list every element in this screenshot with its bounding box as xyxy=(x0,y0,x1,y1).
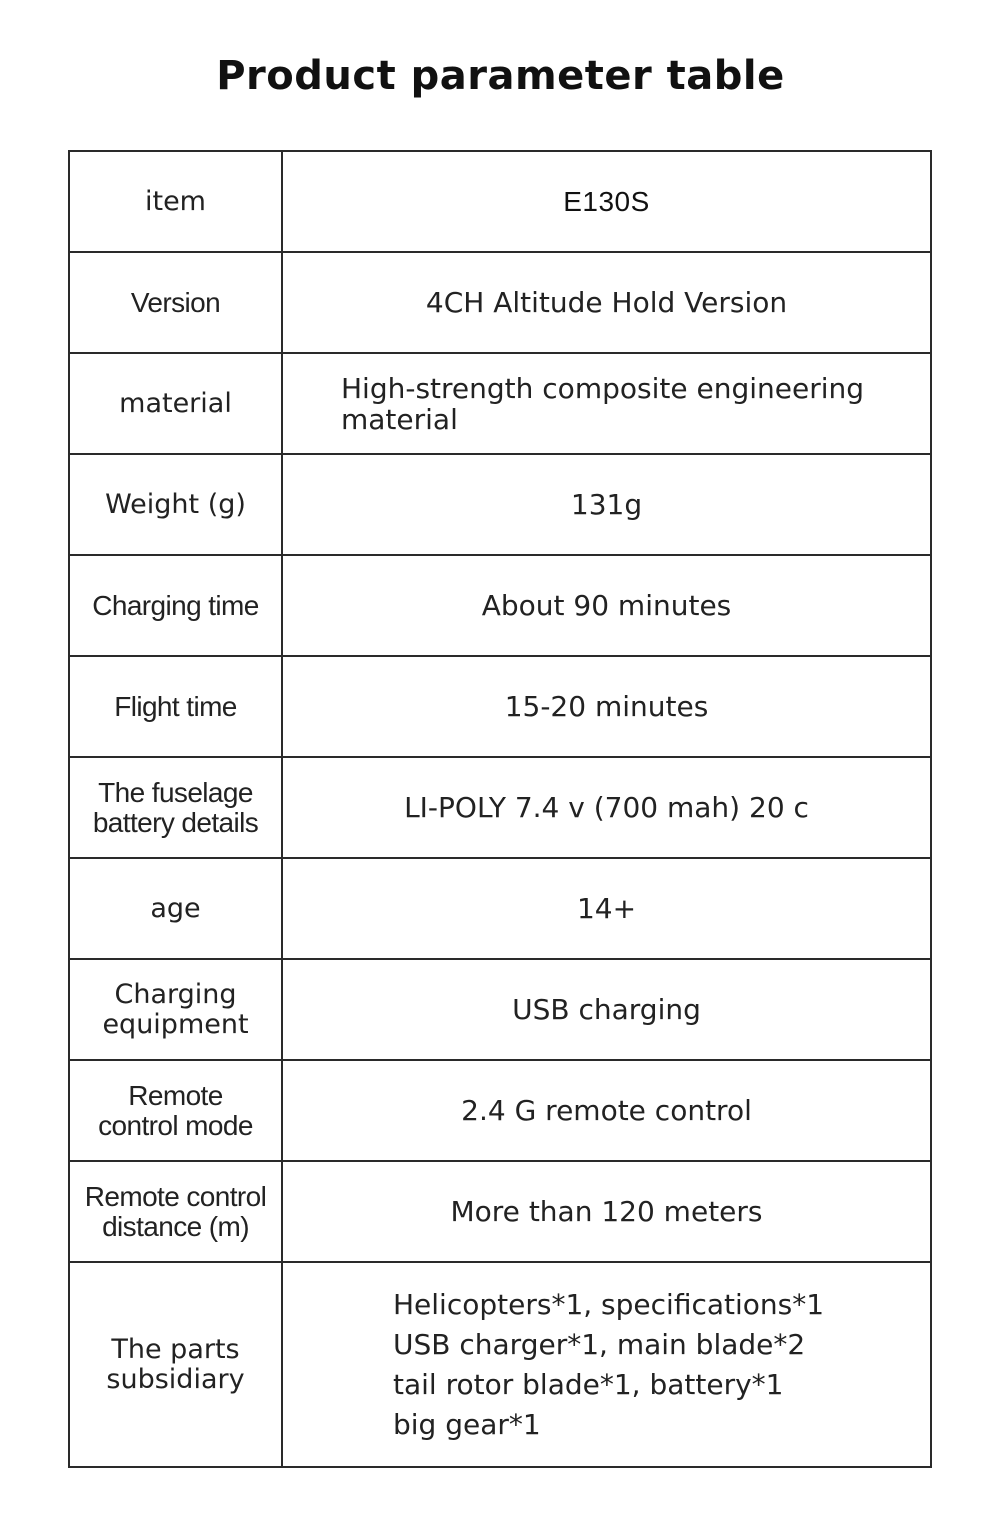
header-label: item xyxy=(144,185,206,217)
table-row-version xyxy=(69,252,931,353)
row-value: High-strength composite engineering material xyxy=(282,353,931,454)
table-row-weight xyxy=(69,454,931,555)
row-label: Charging equipment xyxy=(69,959,282,1060)
row-value: About 90 minutes xyxy=(282,555,931,656)
table-header-row xyxy=(69,151,931,252)
model-name: E130S xyxy=(563,186,650,217)
row-value: 15-20 minutes xyxy=(282,656,931,757)
row-label: The fuselage battery details xyxy=(69,757,282,858)
page-title: Product parameter table xyxy=(216,53,785,99)
header-label-cell xyxy=(69,151,282,252)
row-value: LI-POLY 7.4 v (700 mah) 20 c xyxy=(282,757,931,858)
parameter-table xyxy=(68,150,932,1468)
row-value: 131g xyxy=(282,454,931,555)
row-label: Charging time xyxy=(69,555,282,656)
row-value: USB charging xyxy=(282,959,931,1060)
table-row-remote-control-mode xyxy=(69,1060,931,1161)
row-label: The parts subsidiary xyxy=(69,1262,282,1467)
row-value: 4CH Altitude Hold Version xyxy=(282,252,931,353)
header-value-cell xyxy=(282,151,931,252)
row-label: Weight (g) xyxy=(69,454,282,555)
table-row-charging-time xyxy=(69,555,931,656)
table-row-age xyxy=(69,858,931,959)
row-value: More than 120 meters xyxy=(282,1161,931,1262)
row-label: age xyxy=(69,858,282,959)
table-row-flight-time xyxy=(69,656,931,757)
table-row-remote-control-distance xyxy=(69,1161,931,1262)
row-value: 2.4 G remote control xyxy=(282,1060,931,1161)
row-label: Remote control distance (m) xyxy=(69,1161,282,1262)
row-label: material xyxy=(69,353,282,454)
row-label: Flight time xyxy=(69,656,282,757)
table-row-parts xyxy=(69,1262,931,1467)
row-label: Version xyxy=(69,252,282,353)
table-row-battery xyxy=(69,757,931,858)
table-row-charging-equipment xyxy=(69,959,931,1060)
row-value: Helicopters*1, specifications*1 USB charger*1, main blade*2 tail rotor blade*1, battery*1 big gear*1 xyxy=(282,1262,931,1467)
row-value: 14+ xyxy=(282,858,931,959)
row-label: Remote control mode xyxy=(69,1060,282,1161)
table-row-material xyxy=(69,353,931,454)
